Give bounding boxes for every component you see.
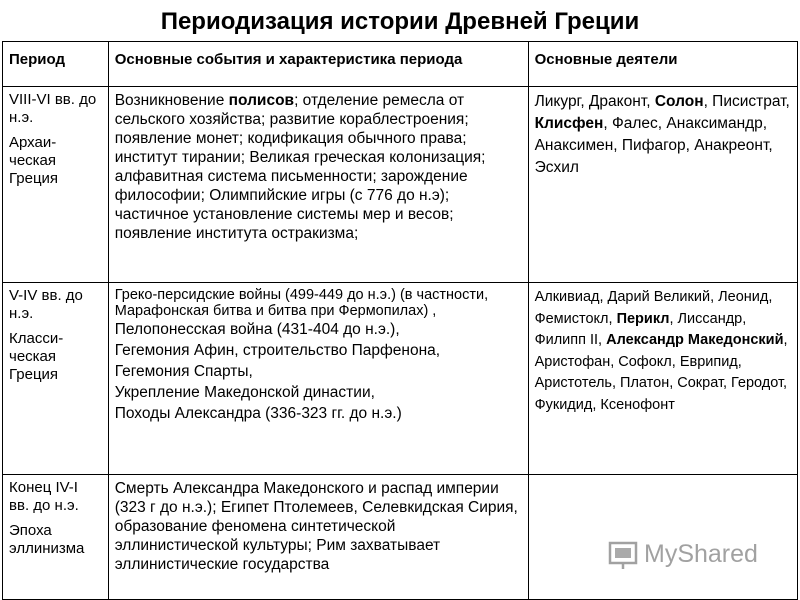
- events-cell: [108, 87, 528, 283]
- presentation-board-icon: [607, 537, 641, 571]
- period-name: Эпоха эллинизма: [9, 522, 85, 557]
- events-text: [115, 92, 486, 242]
- figures-text: [535, 289, 788, 413]
- period-cell: [3, 87, 109, 283]
- events-cell: [108, 283, 528, 475]
- period-cell: [3, 475, 109, 600]
- bold-term: Солон: [654, 93, 704, 110]
- watermark: [607, 536, 767, 572]
- events-line: Укрепление Македонской династии,: [114, 384, 375, 401]
- bold-term: Александр Македонский: [606, 332, 784, 348]
- header-figures: Основные деятели: [528, 42, 797, 87]
- text-run: , Аристофан, Софокл, Еврипид, Аристотель, Платон, Сократ, Геродот, Фукидид, Ксенофонт: [534, 332, 788, 413]
- table-header-row: [3, 42, 798, 87]
- bold-term: Клисфен: [534, 115, 604, 132]
- text-run: ; отделение ремесла от сельского хозяйства; развитие кораблестроения; появление монет; кодификация обычного права; институт тирании; Великая греческая колонизация; алфавитная система письменности; зарождение философии; Олимпийские игры (с 776 до н.э); частичное установление системы мер и весов; появление института остракизма;: [114, 92, 486, 242]
- bold-term: Перикл: [616, 310, 670, 327]
- events-cell: [108, 475, 528, 600]
- header-period: Период: [3, 42, 109, 87]
- text-run: , Фалес, Анаксимандр, Анаксимен, Пифагор, Анакреонт, Эсхил: [534, 115, 773, 176]
- period-cell: [3, 283, 109, 475]
- text-run: , Лиссандр, Филипп II,: [534, 310, 747, 348]
- events-line: Походы Александра (336-323 гг. до н.э.): [114, 405, 402, 422]
- page-title: Периодизация истории Древней Греции: [160, 8, 640, 35]
- text-run: Возникновение: [114, 92, 229, 109]
- figures-cell: [528, 87, 797, 283]
- events-line: Гегемония Афин, строительство Парфенона,: [114, 342, 441, 359]
- text-run: Ликург, Драконт,: [534, 93, 655, 110]
- events-line: Пелопонесская война (431-404 до н.э.),: [114, 321, 400, 338]
- period-dates: Конец IV-I вв. до н.э.: [9, 479, 79, 514]
- period-name: Архаи-ческая Греция: [9, 134, 59, 187]
- bold-term: полисов: [228, 92, 295, 109]
- period-dates: V-IV вв. до н.э.: [9, 287, 83, 322]
- period-dates: VIII-VI вв. до н.э.: [9, 91, 97, 126]
- header-events: Основные события и характеристика периода: [108, 42, 528, 87]
- figures-text: [535, 93, 790, 176]
- figures-cell: [528, 283, 797, 475]
- events-text: [115, 480, 518, 573]
- table-row-archaic: [3, 87, 798, 283]
- watermark-text: MyShared: [644, 539, 758, 568]
- table-row-classical: [3, 283, 798, 475]
- text-run: Смерть Александра Македонского и распад империи (323 г до н.э.); Египет Птолемеев, Селевкидская Сирия, образование феномена синтетической эллинистической культуры; Рим захватывает эллинистические государства: [114, 480, 518, 573]
- events-line: Гегемония Спарты,: [114, 363, 253, 380]
- events-first-line: Греко-персидские войны (499-449 до н.э.) (в частности, Марафонская битва и битва при Фермопилах) ,: [114, 287, 489, 319]
- text-run: , Писистрат,: [703, 93, 790, 110]
- text-run: Алкивиад, Дарий Великий, Леонид, Фемистокл,: [534, 289, 773, 327]
- period-name: Класси-ческая Греция: [9, 330, 64, 383]
- periodization-table: [2, 41, 798, 600]
